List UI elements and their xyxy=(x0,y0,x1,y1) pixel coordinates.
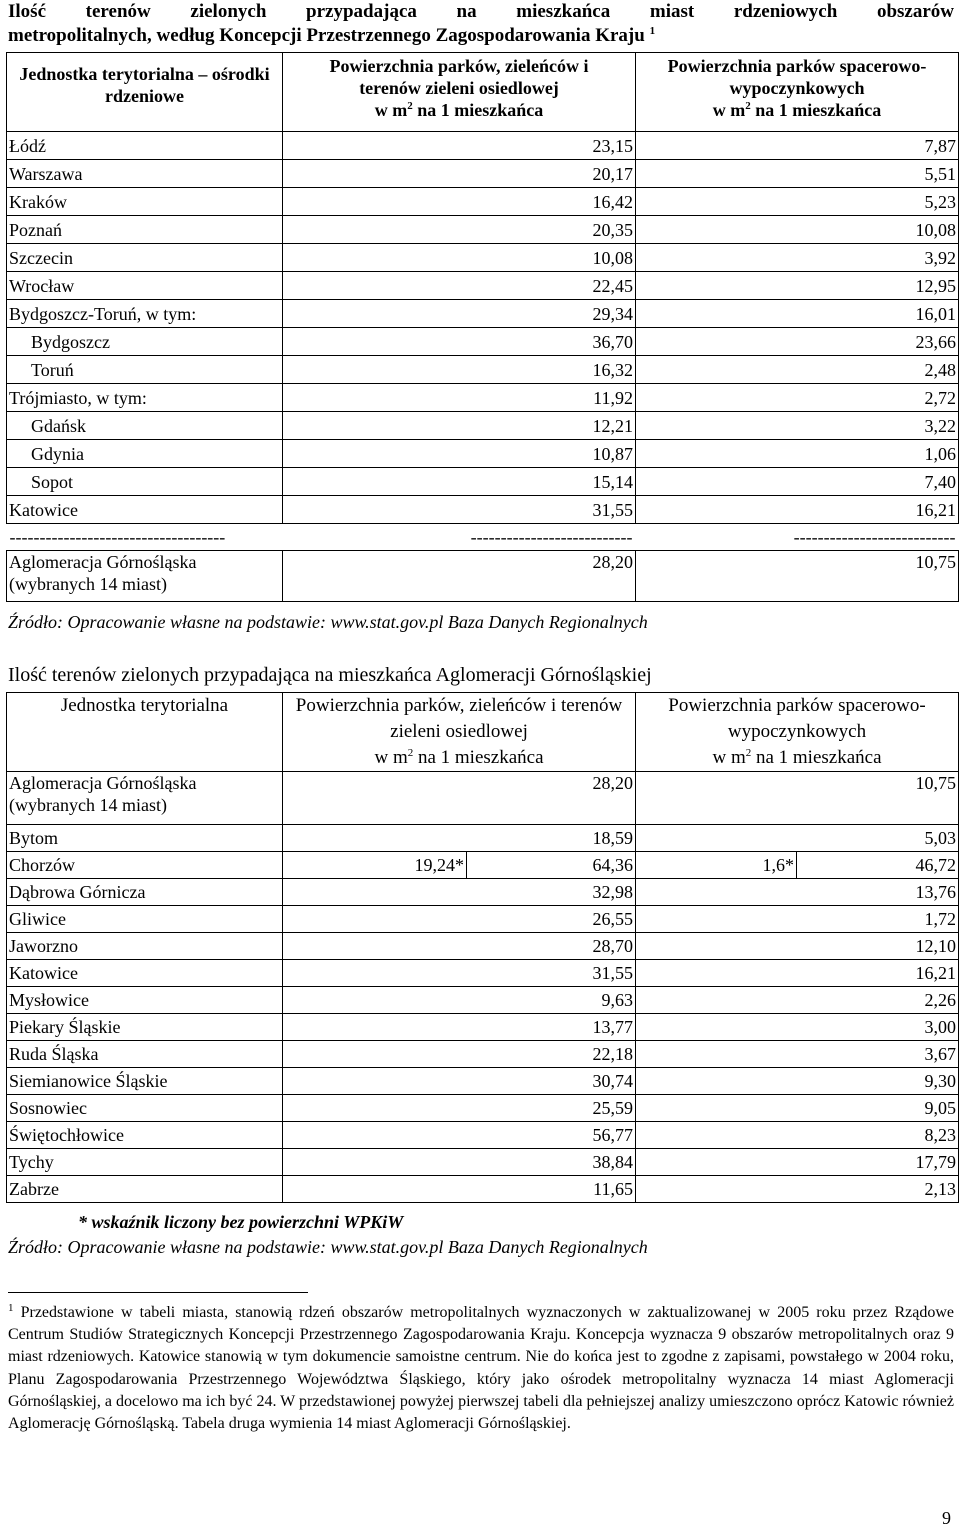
unit-tail: na 1 mieszkańca xyxy=(751,747,882,768)
table1-title-line2-text: metropolitalnych, według Koncepcji Przestrzennego Zagospodarowania Kraju xyxy=(8,25,645,46)
row-value-walkparks: 10,75 xyxy=(636,772,959,825)
row-value-parks: 26,55 xyxy=(283,906,636,933)
table-row xyxy=(7,1014,959,1041)
row-value-walkparks: 5,23 xyxy=(636,188,959,216)
table-row xyxy=(7,987,959,1014)
table-row xyxy=(7,1041,959,1068)
table-row xyxy=(7,906,959,933)
row-name: Szczecin xyxy=(7,244,283,272)
unit-tail: na 1 mieszkańca xyxy=(413,747,544,768)
table-row xyxy=(7,216,959,244)
table1-title-line2 xyxy=(8,24,954,48)
table-row-aggregate xyxy=(7,772,959,825)
unit-sup: 2 xyxy=(745,100,751,112)
row-value-parks: 29,34 xyxy=(283,300,636,328)
table2-header-walkparks-text: Powierzchnia parków spacerowo-wypoczynkowych xyxy=(668,695,926,742)
row-value-walkparks: 7,40 xyxy=(636,468,959,496)
row-value-parks: 22,45 xyxy=(283,272,636,300)
unit-sup: 2 xyxy=(745,747,752,759)
unit-sup: 2 xyxy=(407,100,413,112)
unit-w-m: w m xyxy=(712,100,746,120)
row-value-walkparks: 10,08 xyxy=(636,216,959,244)
table-row xyxy=(7,384,959,412)
footnote-mark: 1 xyxy=(8,1302,14,1314)
row-value-parks-excl-wpkiw: 19,24* xyxy=(283,852,467,879)
row-value-walkparks: 13,76 xyxy=(636,879,959,906)
row-value-parks: 25,59 xyxy=(283,1095,636,1122)
row-name: Bydgoszcz xyxy=(7,328,283,356)
table2-title: Ilość terenów zielonych przypadająca na mieszkańca Aglomeracji Górnośląskiej xyxy=(8,664,652,686)
row-name: Warszawa xyxy=(7,160,283,188)
asterisk-note: * wskaźnik liczony bez powierzchni WPKiW xyxy=(78,1212,404,1232)
table-row xyxy=(7,1068,959,1095)
table2-header-parks-text: Powierzchnia parków, zieleńców i terenów zieleni osiedlowej xyxy=(295,695,623,742)
row-name: Zabrze xyxy=(7,1176,283,1203)
row-name: Mysłowice xyxy=(7,987,283,1014)
table-row xyxy=(7,328,959,356)
row-value-parks: 12,21 xyxy=(283,412,636,440)
row-value-walkparks: 1,06 xyxy=(636,440,959,468)
table-row xyxy=(7,412,959,440)
row-name: Gliwice xyxy=(7,906,283,933)
table-row xyxy=(7,468,959,496)
table-row xyxy=(7,188,959,216)
row-value-walkparks: 12,10 xyxy=(636,933,959,960)
row-value-walkparks: 5,51 xyxy=(636,160,959,188)
row-name: Tychy xyxy=(7,1149,283,1176)
source-note-1: Źródło: Opracowanie własne na podstawie: www.stat.gov.pl Baza Danych Regionalnych xyxy=(8,612,648,632)
row-value-parks: 28,70 xyxy=(283,933,636,960)
table2-header-parks xyxy=(283,693,636,772)
table1-header-parks-unit xyxy=(286,99,632,121)
table-row xyxy=(7,1149,959,1176)
row-value-parks: 32,98 xyxy=(283,879,636,906)
table2-header-parks-unit xyxy=(286,745,632,771)
dashes-col1: ------------------------------------ xyxy=(9,527,226,547)
row-value-parks: 11,92 xyxy=(283,384,636,412)
row-value-walkparks: 17,79 xyxy=(636,1149,959,1176)
row-value-parks: 20,17 xyxy=(283,160,636,188)
row-value-parks: 28,20 xyxy=(283,772,636,825)
row-name: Świętochłowice xyxy=(7,1122,283,1149)
row-value-walkparks: 9,30 xyxy=(636,1068,959,1095)
row-value-parks: 56,77 xyxy=(283,1122,636,1149)
footnote-divider xyxy=(8,1292,308,1293)
table2 xyxy=(6,692,959,1203)
table1-header-parks-text: Powierzchnia parków, zieleńców i terenów zieleni osiedlowej xyxy=(329,56,589,98)
row-name: Poznań xyxy=(7,216,283,244)
row-value-walkparks: 3,92 xyxy=(636,244,959,272)
row-name: Bydgoszcz-Toruń, w tym: xyxy=(7,300,283,328)
row-value-parks: 9,63 xyxy=(283,987,636,1014)
table1-title-line1: Ilość terenów zielonych przypadająca na mieszkańca miast rdzeniowych obszarów xyxy=(8,1,954,22)
row-value-parks: 13,77 xyxy=(283,1014,636,1041)
unit-tail: na 1 mieszkańca xyxy=(412,100,544,120)
row-name-line1: Aglomeracja Górnośląska xyxy=(9,552,197,572)
table-row xyxy=(7,132,959,160)
table-row xyxy=(7,1176,959,1203)
row-value-walkparks: 10,75 xyxy=(636,551,959,602)
row-value-walkparks-excl-wpkiw: 1,6* xyxy=(636,852,797,879)
row-value-walkparks: 46,72 xyxy=(797,852,959,879)
table2-header-unit: Jednostka terytorialna xyxy=(7,693,283,772)
row-value-parks: 16,32 xyxy=(283,356,636,384)
row-name: Kraków xyxy=(7,188,283,216)
row-value-walkparks: 2,26 xyxy=(636,987,959,1014)
row-value-walkparks: 2,48 xyxy=(636,356,959,384)
source-note-2: Źródło: Opracowanie własne na podstawie: www.stat.gov.pl Baza Danych Regionalnych xyxy=(8,1237,648,1257)
row-name: Sopot xyxy=(7,468,283,496)
table1-header-walkparks xyxy=(636,53,959,132)
row-name-line2: (wybranych 14 miast) xyxy=(9,574,167,594)
table-row xyxy=(7,1122,959,1149)
table1-header-row xyxy=(7,53,959,132)
table-row xyxy=(7,440,959,468)
table-row-aggregate xyxy=(7,551,959,602)
row-name: Piekary Śląskie xyxy=(7,1014,283,1041)
row-name: Dąbrowa Górnicza xyxy=(7,879,283,906)
row-value-walkparks: 12,95 xyxy=(636,272,959,300)
row-name: Toruń xyxy=(7,356,283,384)
row-value-walkparks: 8,23 xyxy=(636,1122,959,1149)
row-name xyxy=(7,551,283,602)
row-value-walkparks: 7,87 xyxy=(636,132,959,160)
row-value-walkparks: 9,05 xyxy=(636,1095,959,1122)
footnote-ref: 1 xyxy=(649,25,656,37)
row-name: Jaworzno xyxy=(7,933,283,960)
row-name: Katowice xyxy=(7,960,283,987)
row-value-parks: 30,74 xyxy=(283,1068,636,1095)
table-row xyxy=(7,244,959,272)
row-value-walkparks: 2,72 xyxy=(636,384,959,412)
row-name: Chorzów xyxy=(7,852,283,879)
row-value-parks: 36,70 xyxy=(283,328,636,356)
row-value-parks: 20,35 xyxy=(283,216,636,244)
table-row-chorzow xyxy=(7,852,959,879)
unit-w-m: w m xyxy=(374,747,408,768)
row-value-walkparks: 16,21 xyxy=(636,960,959,987)
row-name: Ruda Śląska xyxy=(7,1041,283,1068)
row-value-walkparks: 5,03 xyxy=(636,825,959,852)
row-value-parks: 10,87 xyxy=(283,440,636,468)
dashed-separator-row xyxy=(7,524,959,551)
row-name: Sosnowiec xyxy=(7,1095,283,1122)
row-value-parks: 38,84 xyxy=(283,1149,636,1176)
table-row xyxy=(7,160,959,188)
row-value-parks: 22,18 xyxy=(283,1041,636,1068)
row-name: Łódź xyxy=(7,132,283,160)
dashes-col2: --------------------------- xyxy=(470,527,633,547)
row-value-walkparks: 16,21 xyxy=(636,496,959,524)
table-row xyxy=(7,496,959,524)
dashes-col3: --------------------------- xyxy=(793,527,956,547)
table2-header-walkparks xyxy=(636,693,959,772)
table1-header-unit: Jednostka terytorialna – ośrodki rdzeniowe xyxy=(7,53,283,132)
table1-header-walkparks-text: Powierzchnia parków spacerowo-wypoczynkowych xyxy=(667,56,927,98)
unit-tail: na 1 mieszkańca xyxy=(750,100,882,120)
table-row xyxy=(7,300,959,328)
table-row xyxy=(7,825,959,852)
row-value-parks: 16,42 xyxy=(283,188,636,216)
table-row xyxy=(7,960,959,987)
table1-title xyxy=(8,0,954,48)
row-value-parks: 28,20 xyxy=(283,551,636,602)
row-value-parks: 10,08 xyxy=(283,244,636,272)
row-value-walkparks: 3,67 xyxy=(636,1041,959,1068)
table2-header-row xyxy=(7,693,959,772)
table-row xyxy=(7,356,959,384)
footnote-text: Przedstawione w tabeli miasta, stanowią rdzeń obszarów metropolitalnych wyznaczonych w zaktualizowanej w 2005 roku przez Rządowe Centrum Studiów Strategicznych Koncepcji Przestrzennego Zagospodarowania Kraju. Koncepcja wyznacza 9 obszarów metropolitalnych oraz 9 miast rdzeniowych. Katowice stanowią w tym dokumencie samoistne centrum. Nie do końca jest to zgodne z zapisami, powstałego w 2004 roku, Planu Zagospodarowania Przestrzennego Województwa Śląskiego, który jako ośrodek metropolitalny wyznacza 14 miast Aglomeracji Górnośląskiej, a docelowo ma ich być 24. W przedstawionej powyżej pierwszej tabeli dla pełniejszej analizy umieszczono oprócz Katowic również Aglomerację Górnośląską. Tabela druga wymienia 14 miast Aglomeracji Górnośląskiej. xyxy=(8,1304,954,1433)
row-value-walkparks: 3,22 xyxy=(636,412,959,440)
row-name: Katowice xyxy=(7,496,283,524)
row-name: Gdańsk xyxy=(7,412,283,440)
table-row xyxy=(7,272,959,300)
table-row xyxy=(7,879,959,906)
table2-header-walkparks-unit xyxy=(639,745,955,771)
row-name: Wrocław xyxy=(7,272,283,300)
row-value-walkparks: 16,01 xyxy=(636,300,959,328)
page-number: 9 xyxy=(942,1508,951,1528)
unit-w-m: w m xyxy=(374,100,408,120)
row-value-walkparks: 2,13 xyxy=(636,1176,959,1203)
row-value-parks: 64,36 xyxy=(467,852,636,879)
table1 xyxy=(6,52,959,602)
row-value-parks: 31,55 xyxy=(283,496,636,524)
unit-w-m: w m xyxy=(712,747,746,768)
table-row xyxy=(7,933,959,960)
row-value-walkparks: 3,00 xyxy=(636,1014,959,1041)
footnote xyxy=(8,1302,954,1435)
table-row xyxy=(7,1095,959,1122)
row-value-parks: 31,55 xyxy=(283,960,636,987)
row-value-parks: 11,65 xyxy=(283,1176,636,1203)
row-name-line2: (wybranych 14 miast) xyxy=(9,795,167,815)
row-value-walkparks: 23,66 xyxy=(636,328,959,356)
row-name: Bytom xyxy=(7,825,283,852)
row-name: Trójmiasto, w tym: xyxy=(7,384,283,412)
row-name: Siemianowice Śląskie xyxy=(7,1068,283,1095)
row-name-line1: Aglomeracja Górnośląska xyxy=(9,773,197,793)
table1-header-walkparks-unit xyxy=(639,99,955,121)
unit-sup: 2 xyxy=(407,747,414,759)
row-name: Gdynia xyxy=(7,440,283,468)
row-value-parks: 23,15 xyxy=(283,132,636,160)
row-value-parks: 18,59 xyxy=(283,825,636,852)
row-name xyxy=(7,772,283,825)
row-value-walkparks: 1,72 xyxy=(636,906,959,933)
table1-header-parks xyxy=(283,53,636,132)
row-value-parks: 15,14 xyxy=(283,468,636,496)
